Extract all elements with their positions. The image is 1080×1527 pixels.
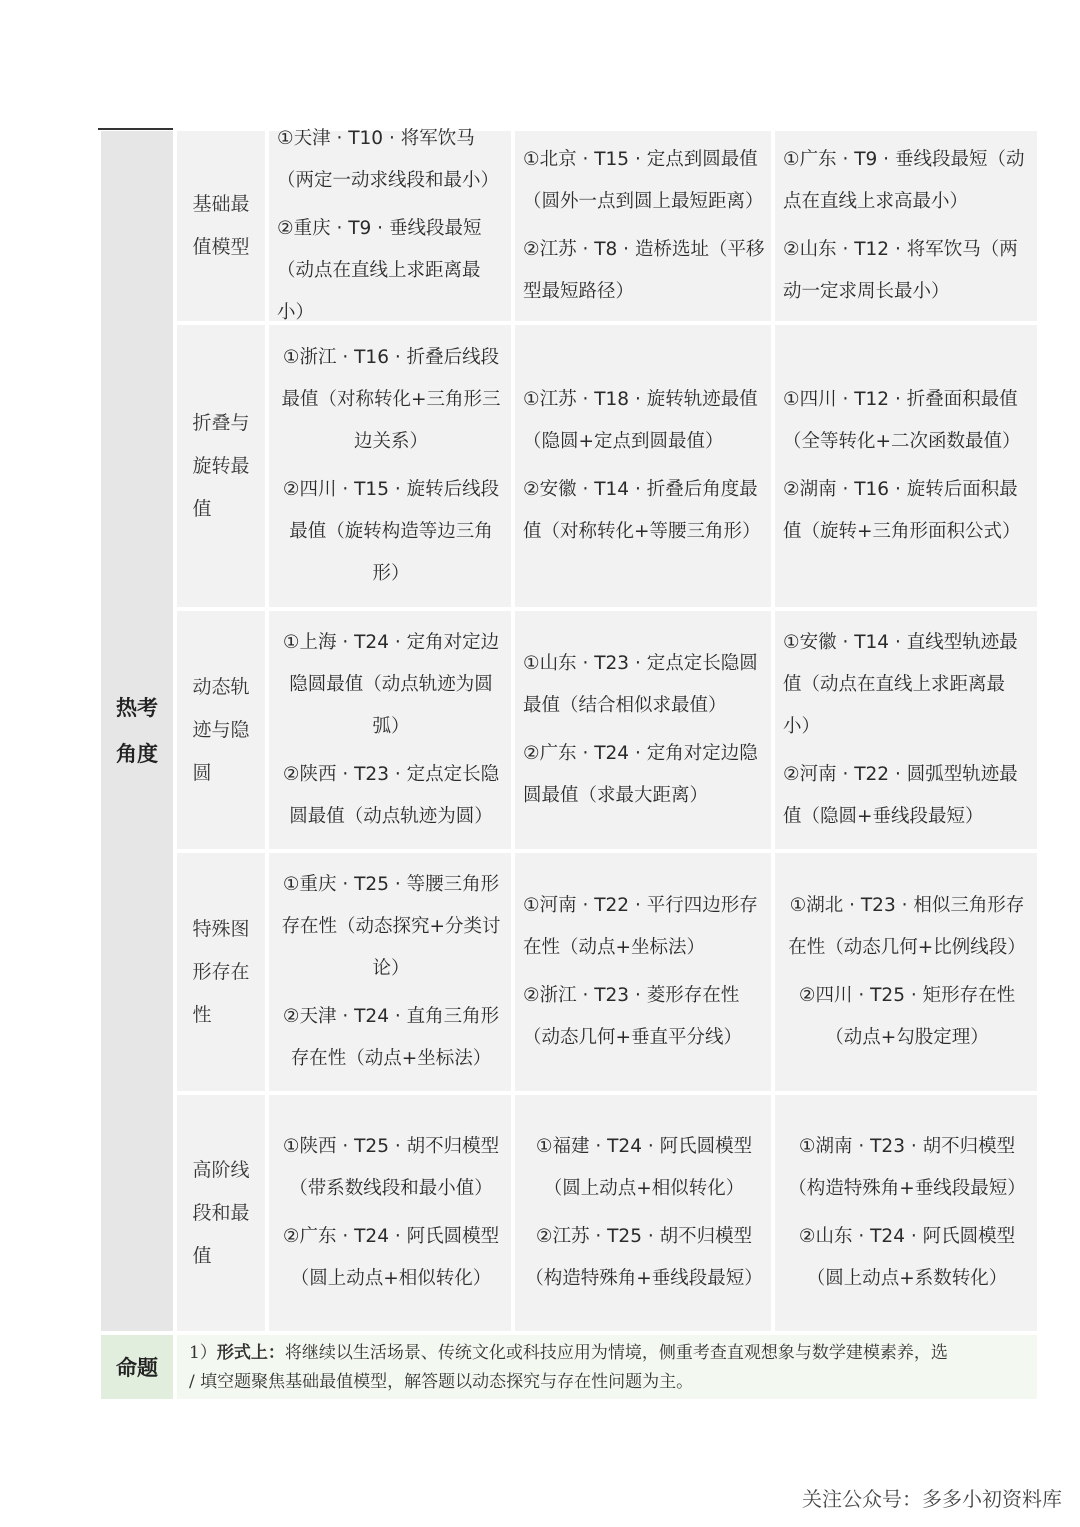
entry-item: ②广东 · T24 · 阿氏圆模型（圆上动点+相似转化） [282, 1226, 500, 1289]
entry-cell [269, 853, 511, 1091]
note-body [177, 1335, 1037, 1399]
entry-item: ②四川 · T15 · 旋转后线段最值（旋转构造等边三角形） [282, 479, 500, 584]
entry-cell [269, 1095, 511, 1331]
entry-item: ②浙江 · T23 · 菱形存在性（动态几何+垂直平分线） [523, 985, 743, 1048]
entry-item: ②湖南 · T16 · 旋转后面积最值（旋转+三角形面积公式） [783, 479, 1021, 542]
entry-item: ①北京 · T15 · 定点到圆最值（圆外一点到圆上最短距离） [523, 149, 764, 212]
entry-cell [775, 611, 1037, 849]
entry-cell [775, 853, 1037, 1091]
category-label: 动态轨迹与隐圆 [192, 675, 250, 784]
entry-cell [515, 325, 771, 607]
top-rule [98, 128, 173, 130]
entry-cell [515, 611, 771, 849]
entry-cell [775, 131, 1037, 321]
entry-cell [269, 128, 511, 323]
entry-item: ②四川 · T25 · 矩形存在性（动点+勾股定理） [798, 985, 1016, 1048]
entry-item: ②重庆 · T9 · 垂线段最短（动点在直线上求距离最小） [277, 218, 482, 323]
entry-item: ①福建 · T24 · 阿氏圆模型（圆上动点+相似转化） [535, 1136, 753, 1199]
entry-cell [775, 325, 1037, 607]
entry-item: ①湖北 · T23 · 相似三角形存在性（动态几何+比例线段） [788, 895, 1026, 958]
entry-item: ①上海 · T24 · 定角对定边隐圆最值（动点轨迹为圆弧） [282, 632, 500, 737]
exam-table [101, 128, 1026, 1399]
category-cell [177, 853, 265, 1091]
entry-item: ①山东 · T23 · 定点定长隐圆最值（结合相似求最值） [523, 653, 758, 716]
entry-cell [515, 853, 771, 1091]
entry-item: ①安徽 · T14 · 直线型轨迹最值（动点在直线上求距离最小） [783, 632, 1018, 737]
category-label: 基础最值模型 [192, 193, 250, 258]
entry-cell [775, 1095, 1037, 1331]
category-cell [177, 131, 265, 321]
note-line-2: / 填空题聚焦基础最值模型，解答题以动态探究与存在性问题为主。 [189, 1372, 694, 1392]
entry-item: ②江苏 · T25 · 胡不归模型（构造特殊角+垂线段最短） [525, 1226, 763, 1289]
section-label-cell [101, 131, 173, 1331]
entry-item: ①四川 · T12 · 折叠面积最值（全等转化+二次函数最值） [783, 389, 1021, 452]
entry-item: ①天津 · T10 · 将军饮马（两定一动求线段和最小） [277, 128, 500, 191]
entry-item: ②河南 · T22 · 圆弧型轨迹最值（隐圆+垂线段最短） [783, 764, 1018, 827]
note-text-1: 将继续以生活场景、传统文化或科技应用为情境，侧重考查直观想象与数学建模素养，选 [284, 1343, 948, 1363]
footer-text: 关注公众号：多多小初资料库 [802, 1487, 1062, 1511]
category-label: 高阶线段和最值 [192, 1158, 250, 1267]
entry-item: ①浙江 · T16 · 折叠后线段最值（对称转化+三角形三边关系） [281, 347, 501, 452]
entry-item: ①广东 · T9 · 垂线段最短（动点在直线上求高最小） [783, 149, 1025, 212]
entry-item: ①重庆 · T25 · 等腰三角形存在性（动态探究+分类讨论） [281, 874, 501, 979]
entry-cell [269, 325, 511, 607]
category-label: 特殊图形存在性 [192, 917, 250, 1026]
entry-item: ①河南 · T22 · 平行四边形存在性（动点+坐标法） [523, 895, 758, 958]
entry-cell [515, 131, 771, 321]
category-cell [177, 611, 265, 849]
note-prefix: 1） [189, 1343, 217, 1363]
section-label: 热考角度 [116, 696, 158, 766]
entry-item: ②天津 · T24 · 直角三角形存在性（动点+坐标法） [282, 1006, 500, 1069]
entry-item: ①江苏 · T18 · 旋转轨迹最值（隐圆+定点到圆最值） [523, 389, 758, 452]
entry-cell [515, 1095, 771, 1331]
entry-item: ②山东 · T24 · 阿氏圆模型（圆上动点+系数转化） [798, 1226, 1016, 1289]
category-cell [177, 325, 265, 607]
note-bold: 形式上： [216, 1343, 285, 1363]
entry-item: ②陕西 · T23 · 定点定长隐圆最值（动点轨迹为圆） [282, 764, 500, 827]
note-label: 命题 [101, 1335, 173, 1399]
entry-cell [269, 611, 511, 849]
entry-item: ①湖南 · T23 · 胡不归模型（构造特殊角+垂线段最短） [788, 1136, 1026, 1199]
entry-item: ②山东 · T12 · 将军饮马（两动一定求周长最小） [783, 239, 1018, 302]
entry-item: ②江苏 · T8 · 造桥选址（平移型最短路径） [523, 239, 765, 302]
entry-item: ②广东 · T24 · 定角对定边隐圆最值（求最大距离） [523, 743, 758, 806]
entry-item: ①陕西 · T25 · 胡不归模型（带系数线段和最小值） [282, 1136, 500, 1199]
category-label: 折叠与旋转最值 [192, 411, 250, 520]
entry-item: ②安徽 · T14 · 折叠后角度最值（对称转化+等腰三角形） [523, 479, 761, 542]
note-line-1 [189, 1339, 1037, 1368]
category-cell [177, 1095, 265, 1331]
